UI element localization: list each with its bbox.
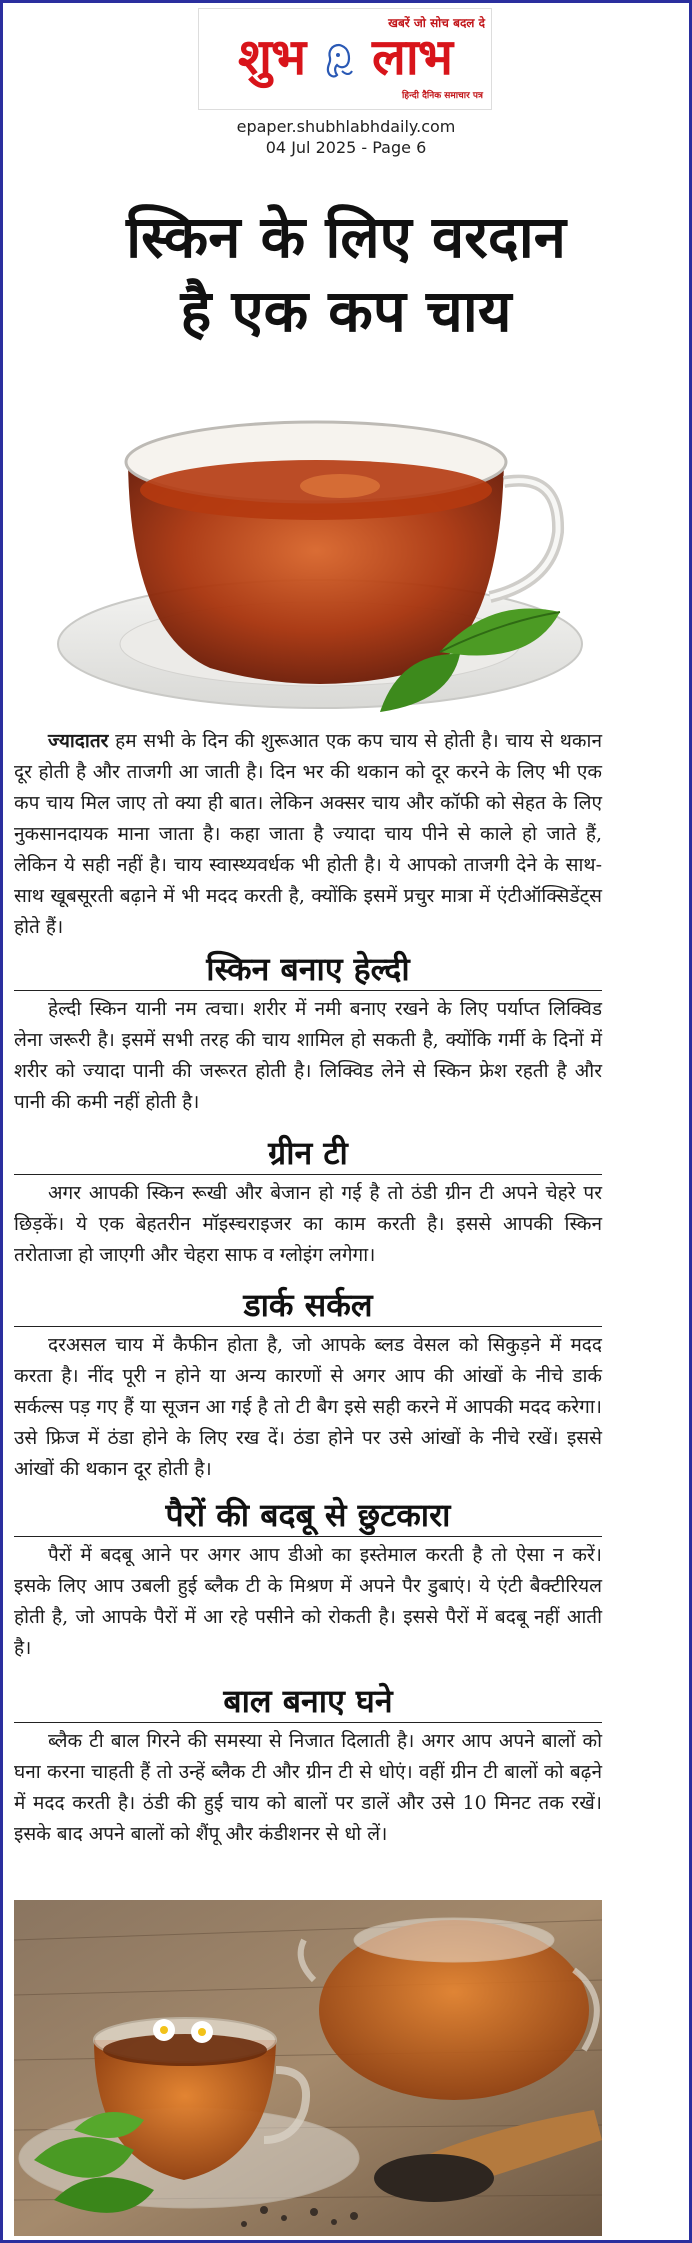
tea-set-photo <box>14 1900 602 2236</box>
intro-text: हम सभी के दिन की शुरूआत एक कप चाय से होती है। चाय से थकान दूर होती है और ताजगी आ जाती है। दिन भर की थकान को दूर करने के लिए भी एक कप चाय मिल जाए तो क्या ही बात। लेकिन अक्सर चाय और कॉफी को सेहत के लिए नुकसानदायक माना जाता है। कहा जाता है ज्यादा चाय पीने से काले हो जाते हैं, लेकिन ये सही नहीं है। चाय स्वास्थ्यवर्धक भी होती है। ये आपको ताजगी देने के साथ-साथ खूबसूरती बढ़ाने में भी मदद करती है, क्योंकि इसमें प्रचुर मात्रा में एंटीऑक्सिडेंट्स होते हैं। <box>14 730 602 938</box>
masthead-subtitle: हिन्दी दैनिक समाचार पत्र <box>401 91 483 101</box>
section-paragraph: हेल्दी स्किन यानी नम त्वचा। शरीर में नमी बनाए रखने के लिए पर्याप्त लिक्विड लेना जरूरी है। इसमें सभी तरह की चाय शामिल हो सकती है, क्योंकि गर्मी के दिनों में शरीर को ज्यादा पानी की जरूरत होती है। लिक्विड लेने से स्किन फ्रेश रहती है और पानी की कमी नहीं होती है। <box>14 998 602 1113</box>
tea-cup-photo <box>40 382 600 716</box>
section-text-thick-hair <box>14 1726 602 1850</box>
section-text-foot-odor <box>14 1540 602 1664</box>
section-text-healthy-skin <box>14 994 602 1118</box>
ganesh-icon <box>322 41 356 81</box>
section-heading-dark-circles: डार्क सर्कल <box>14 1284 602 1327</box>
section-paragraph: पैरों में बदबू आने पर अगर आप डीओ का इस्तेमाल करती है तो ऐसा न करें। इसके लिए आप उबली हुई ब्लैक टी के मिश्रण में अपने पैर डुबाएं। ये एंटी बैक्टीरियल होती है, जो आपके पैरों में आ रहे पसीने को रोकती है। इससे पैरों में बदबू नहीं आती है। <box>14 1544 602 1659</box>
logo[interactable] <box>207 27 483 87</box>
masthead-tagline: खबरें जो सोच बदल दे <box>388 16 485 30</box>
epaper-url[interactable]: epaper.shubhlabhdaily.com <box>236 117 456 136</box>
section-paragraph: ब्लैक टी बाल गिरने की समस्या से निजात दिलाती है। अगर आप अपने बालों को घना करना चाहती हैं तो उन्हें ब्लैक टी और ग्रीन टी से धोएं। वहीं ग्रीन टी बालों को बढ़ने में मदद करती है। ठंडी की हुई चाय को बालों पर डालें और उसे 10 मिनट तक रखें। इसके बाद अपने बालों को शैंपू और कंडीशनर से धो लें। <box>14 1730 602 1845</box>
section-heading-healthy-skin: स्किन बनाए हेल्दी <box>14 948 602 991</box>
date-page: 04 Jul 2025 - Page 6 <box>265 138 427 157</box>
section-text-dark-circles <box>14 1330 602 1485</box>
masthead <box>198 8 492 110</box>
section-heading-thick-hair: बाल बनाए घने <box>14 1680 602 1723</box>
section-paragraph: अगर आपकी स्किन रूखी और बेजान हो गई है तो ठंडी ग्रीन टी अपने चेहरे पर छिड़कें। ये एक बेहतरीन मॉइस्चराइजर का काम करती है। इससे आपकी स्किन तरोताजा हो जाएगी और चेहरा साफ व ग्लोइंग लगेगा। <box>14 1182 602 1266</box>
logo-left: शुभ <box>238 28 306 86</box>
logo-right: लाभ <box>372 28 452 86</box>
headline-line-1: स्किन के लिए वरदान <box>126 203 566 271</box>
headline <box>14 200 678 348</box>
section-text-green-tea <box>14 1178 602 1271</box>
section-paragraph: दरअसल चाय में कैफीन होता है, जो आपके ब्लड वेसल को सिकुड़ने में मदद करता है। नींद पूरी न होने या अन्य कारणों से अगर आप की आंखों के नीचे डार्क सर्कल्स पड़ गए हैं या सूजन आ गई है तो टी बैग इसे सही करने में आपकी मदद करेगा। उसे फ्रिज में ठंडा होने के लिए रख दें। ठंडा होने पर उसे आंखों के नीचे रखें। इससे आंखों की थकान दूर होती है। <box>14 1334 602 1480</box>
intro-lead-word: ज्यादातर <box>48 730 109 752</box>
intro-paragraph <box>14 726 602 943</box>
headline-line-2: है एक कप चाय <box>180 277 512 345</box>
section-heading-foot-odor: पैरों की बदबू से छुटकारा <box>14 1494 602 1537</box>
section-heading-green-tea: ग्रीन टी <box>14 1132 602 1175</box>
